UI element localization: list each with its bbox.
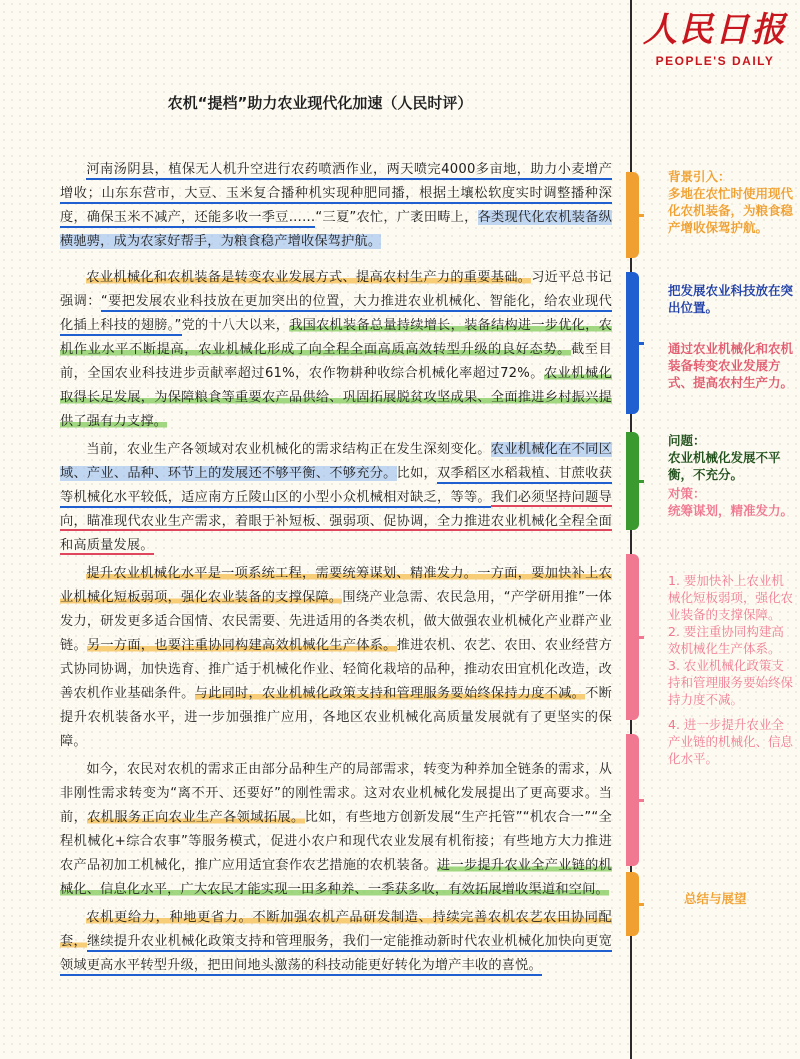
note-measure-2: 2. 要注重协同构建高效机械化生产体系。 [668,624,784,656]
p1-s4: 各类现代化农机装备纵横驰骋，成为农家好帮手，为粮食稳产增收保驾护航。 [60,210,612,249]
p3-s2: 农业机械化在不同区域、产业、品种、环节上的发展还不够平衡、不够充分。 [60,442,612,481]
p5-s2: 农机服务正向农业生产各领域拓展。 [87,810,305,825]
paragraph-2 [60,266,612,434]
bracket-problem [626,432,639,530]
note-measure-1: 1. 要加快补上农业机械化短板弱项，强化农业装备的支撑保障。 [668,573,794,622]
article-title: 农机“提档”助力农业现代化加速（人民时评） [167,94,473,112]
paragraph-4 [60,562,612,754]
p2-s1: 农业机械化和农机装备是转变农业发展方式、提高农村生产力的重要基础。 [86,270,532,285]
p3-s5: 我们必须坚持问题导向，瞄准现代农业生产需求，着眼于补短板、强弱项、促协调，全力推进农业机械化全程全面和高质量发展。 [60,490,612,553]
note-measure-head: 对策： [668,486,706,501]
p2-s6: 截至目前，全国农业科技进步贡献率超过61%，农作物耕种收综合机械化率超过72%。 [60,342,612,381]
p2-s5: 我国农机装备总量持续增长，装备结构进一步优化，农机作业水平不断提高，农业机械化形成了向全程全面高质高效转型升级的良好态势。 [60,318,612,357]
note-problem-body: 农业机械化发展不平衡，不充分。 [668,450,781,482]
p2-s2: 习近平总书记强调： [60,270,612,309]
p4-s5: 推进农机、农艺、农田、农业经营方式协同协调，加快选育、推广适于机械化作业、轻简化栽培的品种，推动农田宜机化改造，改善农机作业基础条件。 [60,638,612,701]
p2-s7: 农业机械化取得长足发展，为保障粮食等重要农产品供给、巩固拓展脱贫攻坚成果、全面推进乡村振兴提供了强有力支撑。 [60,366,612,429]
logo-chinese: 人民日报 [643,10,787,50]
p4-s2: 一方面，要加快补上农业机械化短板弱项，强化农业装备的支撑保障。 [60,566,612,605]
p1-s1: 河南汤阴县，植保无人机升空进行农药喷洒作业，两天喷完4000多亩地，助力小麦增产增收； [60,162,612,204]
p1-s2: 山东东营市，大豆、玉米复合播种机实现种肥同播，根据土壤松软度实时调整播种深度，确保玉米不减产，还能多收一季豆…… [60,186,612,228]
p6-s2: 继续提升农业机械化政策支持和管理服务，我们一定能推动新时代农业机械化加快向更宽领域更高水平转型升级，把田间地头激荡的科技动能更好转化为增产丰收的喜悦。 [60,934,612,976]
note-background-body: 多地在农忙时使用现代化农机装备，为粮食稳产增收保驾护航。 [668,186,794,235]
paragraph-5 [60,758,612,902]
p2-s3: “要把发展农业科技放在更加突出的位置，大力推进农业机械化、智能化，给农业现代化插上科技的翅膀。” [60,294,612,336]
p2-s4: 党的十八大以来， [181,318,290,333]
note-background-head: 背景引入： [668,169,731,184]
bracket-measures-a [626,554,639,720]
note-problem [668,432,796,519]
p5-s4: 进一步提升农业全产业链的机械化、信息化水平，广大农民才能实现一田多种养、一季获多收，有效拓展增收渠道和空间。 [60,858,612,897]
p1-s3: “三夏”农忙，广袤田畴上， [315,210,478,225]
article-body [60,158,612,982]
note-importance: 把发展农业科技放在突出位置。 [668,283,794,315]
note-background [668,168,796,236]
p5-s1: 如今，农民对农机的需求正由部分品种生产的局部需求，转变为种养加全链条的需求，从非刚性需求转变为“离不开、还要好”的刚性需求。这对农业机械化发展提出了更高要求。当前， [60,762,612,825]
p4-s6: 与此同时，农业机械化政策支持和管理服务要始终保持力度不减。 [194,686,586,701]
paragraph-6 [60,906,612,978]
note-summary: 总结与展望 [684,891,747,906]
p4-s7: 不断提升农机装备水平，进一步加强推广应用，各地区农业机械化高质量发展就有了更坚实的保障。 [60,686,612,749]
p3-s3: 比如， [396,466,438,481]
note-measure-body: 统筹谋划，精准发力。 [668,503,794,518]
p3-s4: 双季稻区水稻栽植、甘蔗收获等机械化水平较低，适应南方丘陵山区的小型小众机械相对缺乏，等等。 [60,466,612,508]
note-problem-head: 问题： [668,433,706,448]
note-measure-4: 4. 进一步提升农业全产业链的机械化、信息化水平。 [668,717,794,766]
p4-s3: 围绕产业急需、农民急用，“产学研用推”一体发力，研发更多适合国情、农民需要、先进适用的各类农机，做大做强农业机械化产业群产业链。 [60,590,612,653]
note-transform: 通过农业机械化和农机装备转变农业发展方式、提高农村生产力。 [668,341,794,390]
bracket-background [626,172,639,258]
note-measure-3: 3. 农业机械化政策支持和管理服务要始终保持力度不减。 [668,658,794,707]
p4-s4: 另一方面，也要注重协同构建高效机械化生产体系。 [86,638,397,653]
note-measures [668,572,796,767]
logo-english: PEOPLE'S DAILY [655,54,775,68]
bracket-importance [626,272,639,414]
p5-s3: 比如，有些地方创新发展“生产托管”“机农合一”“全程机械化+综合农事”等服务模式，促进小农户和现代农业发展有机衔接；有些地方大力推进农产品初加工机械化，推广应用适宜套作农艺措施的农机装备。 [60,810,612,873]
peoples-daily-logo [640,8,790,68]
paragraph-3 [60,438,612,558]
bracket-summary [626,872,639,936]
p6-s1: 农机更给力，种地更省力。不断加强农机产品研发制造、持续完善农机农艺农田协同配套， [60,910,612,949]
p3-s1: 当前，农业生产各领域对农业机械化的需求结构正在发生深刻变化。 [86,442,491,457]
p4-s1: 提升农业机械化水平是一项系统工程，需要统筹谋划、精准发力。 [86,566,478,581]
bracket-measures-b [626,734,639,866]
paragraph-1 [60,158,612,254]
